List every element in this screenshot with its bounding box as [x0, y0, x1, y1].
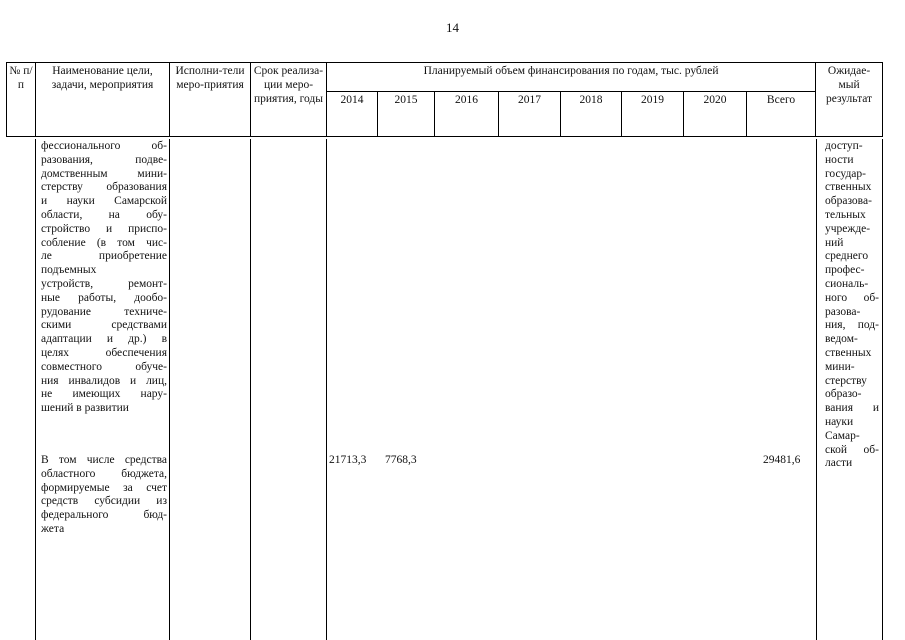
header-executors: Исполни-тели меро-приятия	[170, 63, 251, 137]
row-2-value-2014: 21713,3	[329, 454, 367, 466]
row-2-name: В том числе средства областного бюджета, формируемые за счет средств субсидии из федерального бюд- жета	[41, 454, 167, 535]
header-result: Ожидае-мый результат	[816, 63, 883, 137]
header-year-2017: 2017	[499, 92, 561, 137]
column-divider	[816, 139, 817, 640]
header-year-2018: 2018	[561, 92, 622, 137]
header-name: Наименование цели, задачи, мероприятия	[36, 63, 170, 137]
row-1-result: доступ- ности государ- ственных образова- тельных учрежде- ний среднего профес- сиональ- ного об- разова- ния, под- ведом- ственных мини- стерству образо- вания и науки Самар- ской об- ласти	[825, 140, 879, 470]
column-divider	[35, 139, 36, 640]
header-number: № п/п	[7, 63, 36, 137]
header-term: Срок реализа-ции меро-приятия, годы	[251, 63, 327, 137]
table-header	[6, 62, 883, 137]
page-number: 14	[446, 20, 459, 35]
column-divider	[250, 139, 251, 640]
header-year-2020: 2020	[684, 92, 747, 137]
header-year-2015: 2015	[378, 92, 435, 137]
header-total: Всего	[747, 92, 816, 137]
row-2-value-total: 29481,6	[763, 454, 801, 466]
column-divider	[882, 139, 883, 640]
header-financing: Планируемый объем финансирования по годам, тыс. рублей	[327, 63, 816, 92]
header-year-2019: 2019	[622, 92, 684, 137]
column-divider	[169, 139, 170, 640]
row-1-name: фессионального об- разования, подве- домственным мини- стерству образования и науки Самарской области, на обу- стройство и приспо- собление (в том чис- ле приобретение подъемных устройств, ремонт- ные работы, дообо- рудование техниче- скими средствами адаптации и др.) в целях обеспечения совместного обуче- ния инвалидов и лиц, не имеющих нару- шений в развитии	[41, 140, 167, 415]
header-year-2016: 2016	[435, 92, 499, 137]
header-year-2014: 2014	[327, 92, 378, 137]
column-divider	[326, 139, 327, 640]
row-2-value-2015: 7768,3	[385, 454, 417, 466]
